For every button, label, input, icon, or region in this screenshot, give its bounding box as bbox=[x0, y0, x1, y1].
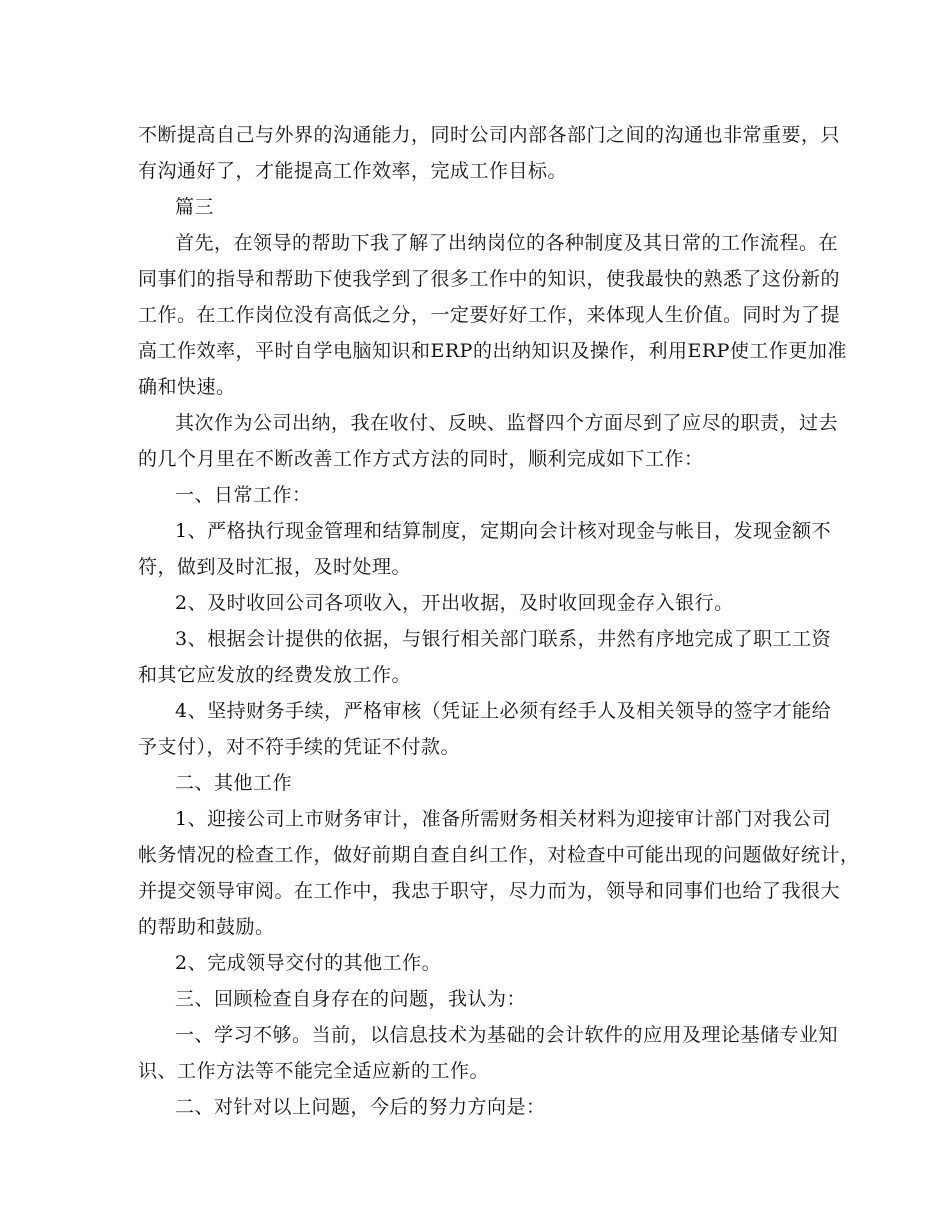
section-heading: 三、回顾检查自身存在的问题，我认为： bbox=[175, 988, 527, 1010]
text-line: 2、及时收回公司各项收入，开出收据，及时收回现金存入银行。 bbox=[175, 592, 734, 614]
section-heading: 篇三 bbox=[175, 196, 215, 218]
text-line: 二、对针对以上问题，今后的努力方向是： bbox=[175, 1096, 546, 1118]
text-line: 的帮助和鼓励。 bbox=[138, 916, 275, 938]
text-line: 一、学习不够。当前，以信息技术为基础的会计软件的应用及理论基储专业知 bbox=[175, 1024, 839, 1046]
text-line: 工作。在工作岗位没有高低之分，一定要好好工作，来体现人生价值。同时为了提 bbox=[138, 304, 841, 326]
text-line: 符，做到及时汇报，及时处理。 bbox=[138, 556, 412, 578]
text-line: 和其它应发放的经费发放工作。 bbox=[138, 664, 412, 686]
text-line: 有沟通好了，才能提高工作效率，完成工作目标。 bbox=[138, 160, 568, 182]
text-line: 3、根据会计提供的依据，与银行相关部门联系，井然有序地完成了职工工资 bbox=[175, 628, 832, 650]
text-line: 4、坚持财务手续，严格审核（凭证上必须有经手人及相关领导的签字才能给 bbox=[175, 700, 832, 722]
text-line: 帐务情况的检查工作，做好前期自查自纠工作，对检查中可能出现的问题做好统计， bbox=[138, 844, 860, 866]
text-line: 识、工作方法等不能完全适应新的工作。 bbox=[138, 1060, 490, 1082]
text-line: 并提交领导审阅。在工作中，我忠于职守，尽力而为，领导和同事们也给了我很大 bbox=[138, 880, 841, 902]
text-line: 1、严格执行现金管理和结算制度，定期向会计核对现金与帐目，发现金额不 bbox=[175, 520, 832, 542]
text-line: 不断提高自己与外界的沟通能力，同时公司内部各部门之间的沟通也非常重要，只 bbox=[138, 124, 841, 146]
text-line: 同事们的指导和帮助下使我学到了很多工作中的知识，使我最快的熟悉了这份新的 bbox=[138, 268, 841, 290]
section-heading: 二、其他工作 bbox=[175, 772, 293, 794]
text-line: 其次作为公司出纳，我在收付、反映、监督四个方面尽到了应尽的职责，过去 bbox=[175, 412, 839, 434]
text-line: 的几个月里在不断改善工作方式方法的同时，顺利完成如下工作： bbox=[138, 448, 704, 470]
text-line: 2、完成领导交付的其他工作。 bbox=[175, 952, 442, 974]
text-line: 1、迎接公司上市财务审计，准备所需财务相关材料为迎接审计部门对我公司 bbox=[175, 808, 832, 830]
text-line: 首先，在领导的帮助下我了解了出纳岗位的各种制度及其日常的工作流程。在 bbox=[175, 232, 839, 254]
section-heading: 一、日常工作： bbox=[175, 484, 312, 506]
text-line: 予支付），对不符手续的凭证不付款。 bbox=[138, 736, 461, 758]
text-line: 确和快速。 bbox=[138, 376, 236, 398]
text-line: 高工作效率，平时自学电脑知识和ERP的出纳知识及操作，利用ERP使工作更加准 bbox=[138, 340, 847, 362]
